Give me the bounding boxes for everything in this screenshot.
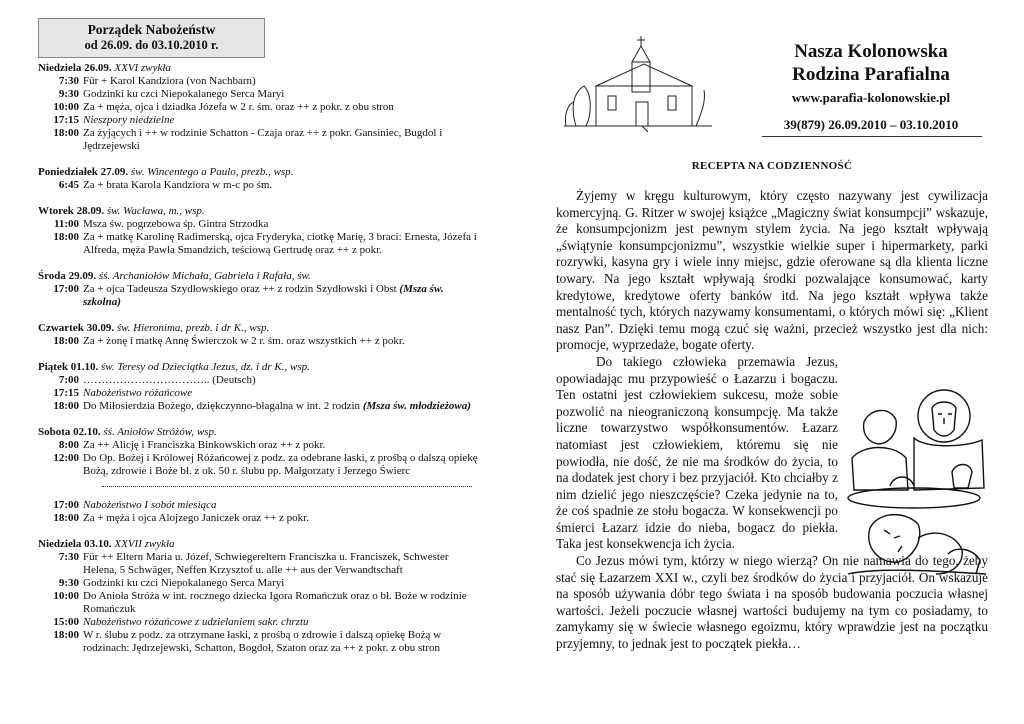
mass-entry <box>38 400 478 413</box>
day-heading <box>38 322 478 335</box>
mass-intention <box>83 114 478 127</box>
mass-intention <box>83 335 478 348</box>
mass-time: 18:00 <box>53 127 79 139</box>
mass-intention-text: Za + ojca Tadeusza Szydłowskiego oraz ++ z rodzin Szydłowski i Obst <box>83 283 397 295</box>
mass-intention <box>83 283 478 309</box>
mass-entry <box>38 629 478 655</box>
day-heading <box>38 538 478 551</box>
day-name: Sobota 02.10. <box>38 426 101 438</box>
mass-intention-text: Do Anioła Stróża w int. rocznego dziecka Igora Romańczuk oraz o bł. Boże w rodzinie Romańczuk <box>83 590 467 615</box>
day-feast: św. Wacława, m., wsp. <box>106 205 205 217</box>
mass-intention <box>83 400 478 413</box>
mass-time: 15:00 <box>53 616 79 628</box>
mass-time: 7:00 <box>58 374 79 386</box>
mass-intention-text: Do Op. Bożej i Królowej Różańcowej z podz. za odebrane łaski, z prośbą o dalszą opiekę Bożą, zdrowie i Boże bł. z ok. 50 r. ślubu pp. Małgorzaty i Jerzego Świerc <box>83 452 478 477</box>
day-feast: śś. Aniołów Stróżów, wsp. <box>103 426 217 438</box>
mass-entry <box>38 452 478 478</box>
mass-entry <box>38 335 478 348</box>
mass-intention-text: Do Miłosierdzia Bożego, dziękczynno-błagalna w int. 2 rodzin <box>83 400 361 412</box>
day-feast: XXVI zwykła <box>114 62 171 74</box>
mass-entry <box>38 127 478 153</box>
parish-name <box>754 40 988 86</box>
mass-intention <box>83 179 478 192</box>
mass-intention-text: Msza św. pogrzebowa śp. Gintra Strzodka <box>83 218 269 230</box>
church-illustration <box>556 34 716 134</box>
parish-website: www.parafia-kolonowskie.pl <box>791 90 951 105</box>
lazarus-illustration <box>844 378 990 578</box>
mass-intention-text: Godzinki ku czci Niepokalanego Serca Maryi <box>83 88 285 100</box>
mass-intention <box>83 616 478 629</box>
mass-intention-text: Nabożeństwo różańcowe z udzielaniem sakr. chrztu <box>83 616 309 628</box>
mass-time: 18:00 <box>53 512 79 524</box>
mass-entry <box>38 179 478 192</box>
day-name: Poniedziałek 27.09. <box>38 166 129 178</box>
schedule-title-box <box>38 18 265 58</box>
mass-time: 17:00 <box>53 499 79 511</box>
mass-intention-text: Für ++ Eltern Maria u. Józef, Schwiegereltern Franciszka u. Franciszek, Schwester Helena, 5 Schwäger, Neffen Krzysztof u. alle ++ aus der Verwandtschaft <box>83 551 449 576</box>
issue-divider <box>762 136 982 137</box>
mass-entry <box>38 75 478 88</box>
day-heading <box>38 62 478 75</box>
mass-entry <box>38 387 478 400</box>
issue-number: 39(879) 26.09.2010 – 03.10.2010 <box>783 117 959 132</box>
mass-entry <box>38 231 478 257</box>
mass-intention-text: Nabożeństwo różańcowe <box>83 387 193 399</box>
day-block <box>38 270 478 309</box>
parish-name-line1: Nasza Kolonowska <box>794 41 948 62</box>
mass-intention-text: Za + żonę i matkę Annę Świerczok w 2 r. śm. oraz wszystkich ++ z pokr. <box>83 335 405 347</box>
mass-entry <box>38 88 478 101</box>
mass-time: 6:45 <box>58 179 79 191</box>
mass-intention <box>83 88 478 101</box>
article-paragraph-1: Żyjemy w kręgu kulturowym, który często nazywany jest cywilizacja komercyjną. G. Ritzer w swojej książce „Magiczny świat konsumpcji” wskazuje, że konsumpcjonizm jest pewnym stylem życia. Na jego kształt wpływają „świątynie konsumpcjonizmu”, wszystkie wielkie super i hipermarkety, parki rozrywki, kasyna gry i wiele inny miejsc, gdzie oferowane są dla klienta liczne towary. Na jego kształt wpływają środki pozwalające konsumować, karty kredytowe, kredytowe oferty banków itd. Na jego kształt wpływa także mentalność tych, których nazywamy konsumentami, o których mówi się: „Klient nasz Pan”. Dzięki temu mogą czuć się ważni, przecież wszystko jest dla nich: promocje, wyprzedaże, bogate oferty. <box>556 188 988 353</box>
mass-intention <box>83 127 478 153</box>
mass-intention-text: Für + Karol Kandziora (von Nachbarn) <box>83 75 256 87</box>
schedule-dates: od 26.09. do 03.10.2010 r. <box>84 38 219 52</box>
mass-time: 7:30 <box>58 75 79 87</box>
mass-time: 17:15 <box>53 114 79 126</box>
mass-note: (Msza św. młodzieżowa) <box>360 400 471 412</box>
mass-intention-text: Nieszpory niedzielne <box>83 114 175 126</box>
day-name: Niedziela 26.09. <box>38 62 112 74</box>
day-block <box>38 322 478 348</box>
mass-intention-text: Za + męża, ojca i dziadka Józefa w 2 r. śm. oraz ++ z pokr. z obu stron <box>83 101 394 113</box>
mass-entry <box>38 577 478 590</box>
mass-intention <box>83 439 478 452</box>
day-feast: św. Hieronima, prezb. i dr K., wsp. <box>116 322 270 334</box>
mass-intention <box>83 101 478 114</box>
mass-intention <box>83 452 478 478</box>
schedule-title: Porządek Nabożeństw <box>87 22 216 37</box>
mass-entry <box>38 512 478 525</box>
mass-time: 9:30 <box>58 577 79 589</box>
mass-time: 8:00 <box>58 439 79 451</box>
mass-note: (Msza św. szkolna) <box>83 283 444 308</box>
mass-intention-text: Za + brata Karola Kandziora w m-c po śm. <box>83 179 273 191</box>
mass-entry <box>38 114 478 127</box>
mass-time: 17:15 <box>53 387 79 399</box>
mass-intention-text: W r. ślubu z podz. za otrzymane łaski, z prośbą o zdrowie i dalszą opiekę Bożą w rodzinach: Jędrzejewski, Schatton, Bogdoł, Szaton oraz za ++ z pokr. z obu stron <box>83 629 442 654</box>
mass-intention <box>83 512 478 525</box>
mass-intention-text: Za + matkę Karolinę Radimerską, ojca Fryderyka, ciotkę Marię, 3 braci: Ernesta, Józefa i Alfreda, męża Pawła Smandzich, teściową Gertrudę oraz ++ z pokr. <box>83 231 477 256</box>
mass-intention <box>83 387 478 400</box>
day-heading <box>38 361 478 374</box>
mass-time: 18:00 <box>53 231 79 243</box>
mass-time: 17:00 <box>53 283 79 295</box>
mass-intention <box>83 577 478 590</box>
mass-intention-text: Godzinki ku czci Niepokalanego Serca Maryi <box>83 577 285 589</box>
day-name: Środa 29.09. <box>38 270 97 282</box>
mass-time: 12:00 <box>53 452 79 464</box>
mass-intention-text: Za żyjących i ++ w rodzinie Schatton - Czaja oraz ++ z pokr. Gansiniec, Bugdol i Jędrzejewski <box>83 127 443 152</box>
mass-intention <box>83 590 478 616</box>
mass-intention <box>83 374 478 387</box>
day-feast: św. Teresy od Dzieciątka Jezus, dz. i dr K., wsp. <box>100 361 310 373</box>
day-name: Wtorek 28.09. <box>38 205 105 217</box>
mass-entry <box>38 218 478 231</box>
mass-schedule <box>38 62 478 668</box>
day-feast: śś. Archaniołów Michała, Gabriela i Rafała, św. <box>98 270 311 282</box>
mass-intention <box>83 629 478 655</box>
mass-intention <box>83 231 478 257</box>
day-feast: XXVII zwykła <box>114 538 175 550</box>
day-block <box>38 538 478 655</box>
parish-name-line2: Rodzina Parafialna <box>792 64 950 85</box>
dotted-divider <box>102 482 472 487</box>
mass-time: 18:00 <box>53 335 79 347</box>
mass-time: 10:00 <box>53 101 79 113</box>
mass-time: 18:00 <box>53 400 79 412</box>
mass-intention <box>83 218 478 231</box>
day-block <box>38 426 478 525</box>
mass-intention-text: Nabożeństwo I sobót miesiąca <box>83 499 217 511</box>
article-paragraph-2: Do takiego człowieka przemawia Jezus, opowiadając mu przypowieść o Łazarzu i bogaczu. Ten ostatni jest człowiekiem sukcesu, może sobie pozwolić na nieograniczoną konsumpcję. Ma także liczne towarzystwo współkonsumentów. Łazarz natomiast jest człowiekiem, któremu się nie powiodła, nie dość, że nie ma środków do życia, to na dodatek jest chory i bez przyjaciół. Kto chciałby z nim dzielić jego nieszczęście? Czeka jedynie na to, że coś spadnie ze stołu bogacza. W konsekwencji po śmierci Łazarz idzie do nieba, bogacz do piekła. Taka jest konsekwencja ich życia. <box>556 353 838 552</box>
mass-intention-text: Za + męża i ojca Alojzego Janiczek oraz ++ z pokr. <box>83 512 309 524</box>
mass-entry <box>38 499 478 512</box>
mass-intention-text: Za ++ Alicję i Franciszka Binkowskich oraz ++ z pokr. <box>83 439 326 451</box>
day-block <box>38 62 478 153</box>
mass-time: 9:30 <box>58 88 79 100</box>
day-name: Piątek 01.10. <box>38 361 99 373</box>
day-feast: św. Wincentego a Paulo, prezb., wsp. <box>130 166 294 178</box>
mass-time: 7:30 <box>58 551 79 563</box>
mass-intention <box>83 75 478 88</box>
mass-entry <box>38 616 478 629</box>
mass-time: 10:00 <box>53 590 79 602</box>
mass-entry <box>38 101 478 114</box>
mass-entry <box>38 439 478 452</box>
mass-intention <box>83 551 478 577</box>
mass-time: 11:00 <box>53 218 79 230</box>
mass-intention-text: …………………………….. (Deutsch) <box>83 374 256 386</box>
day-heading <box>38 166 478 179</box>
mass-entry <box>38 551 478 577</box>
day-block <box>38 205 478 257</box>
mass-entry <box>38 283 478 309</box>
day-heading <box>38 426 478 439</box>
day-heading <box>38 205 478 218</box>
mass-entry <box>38 374 478 387</box>
mass-time: 18:00 <box>53 629 79 641</box>
day-block <box>38 361 478 413</box>
day-block <box>38 166 478 192</box>
day-name: Niedziela 03.10. <box>38 538 112 550</box>
day-name: Czwartek 30.09. <box>38 322 115 334</box>
article-paragraph-3: Co Jezus mówi tym, którzy w niego wierzą? On nie namawia do tego, żeby stać się Łazarzem XXI w., czyli bez środków do życia i przyjaciół. On wskazuje na sposób używania dóbr tego świata i na sposób budowania poczucia własnej wartości. Jeżeli poczucie własnej wartości budujemy na tym co posiadamy, to zamykamy się w świecie własnego egoizmu, który wprawdzie jest na początku przyjemny, to jednak jest to początek piekła… <box>556 553 988 652</box>
article-title: RECEPTA NA CODZIENNOŚĆ <box>691 160 853 172</box>
mass-entry <box>38 590 478 616</box>
day-heading <box>38 270 478 283</box>
mass-intention <box>83 499 478 512</box>
